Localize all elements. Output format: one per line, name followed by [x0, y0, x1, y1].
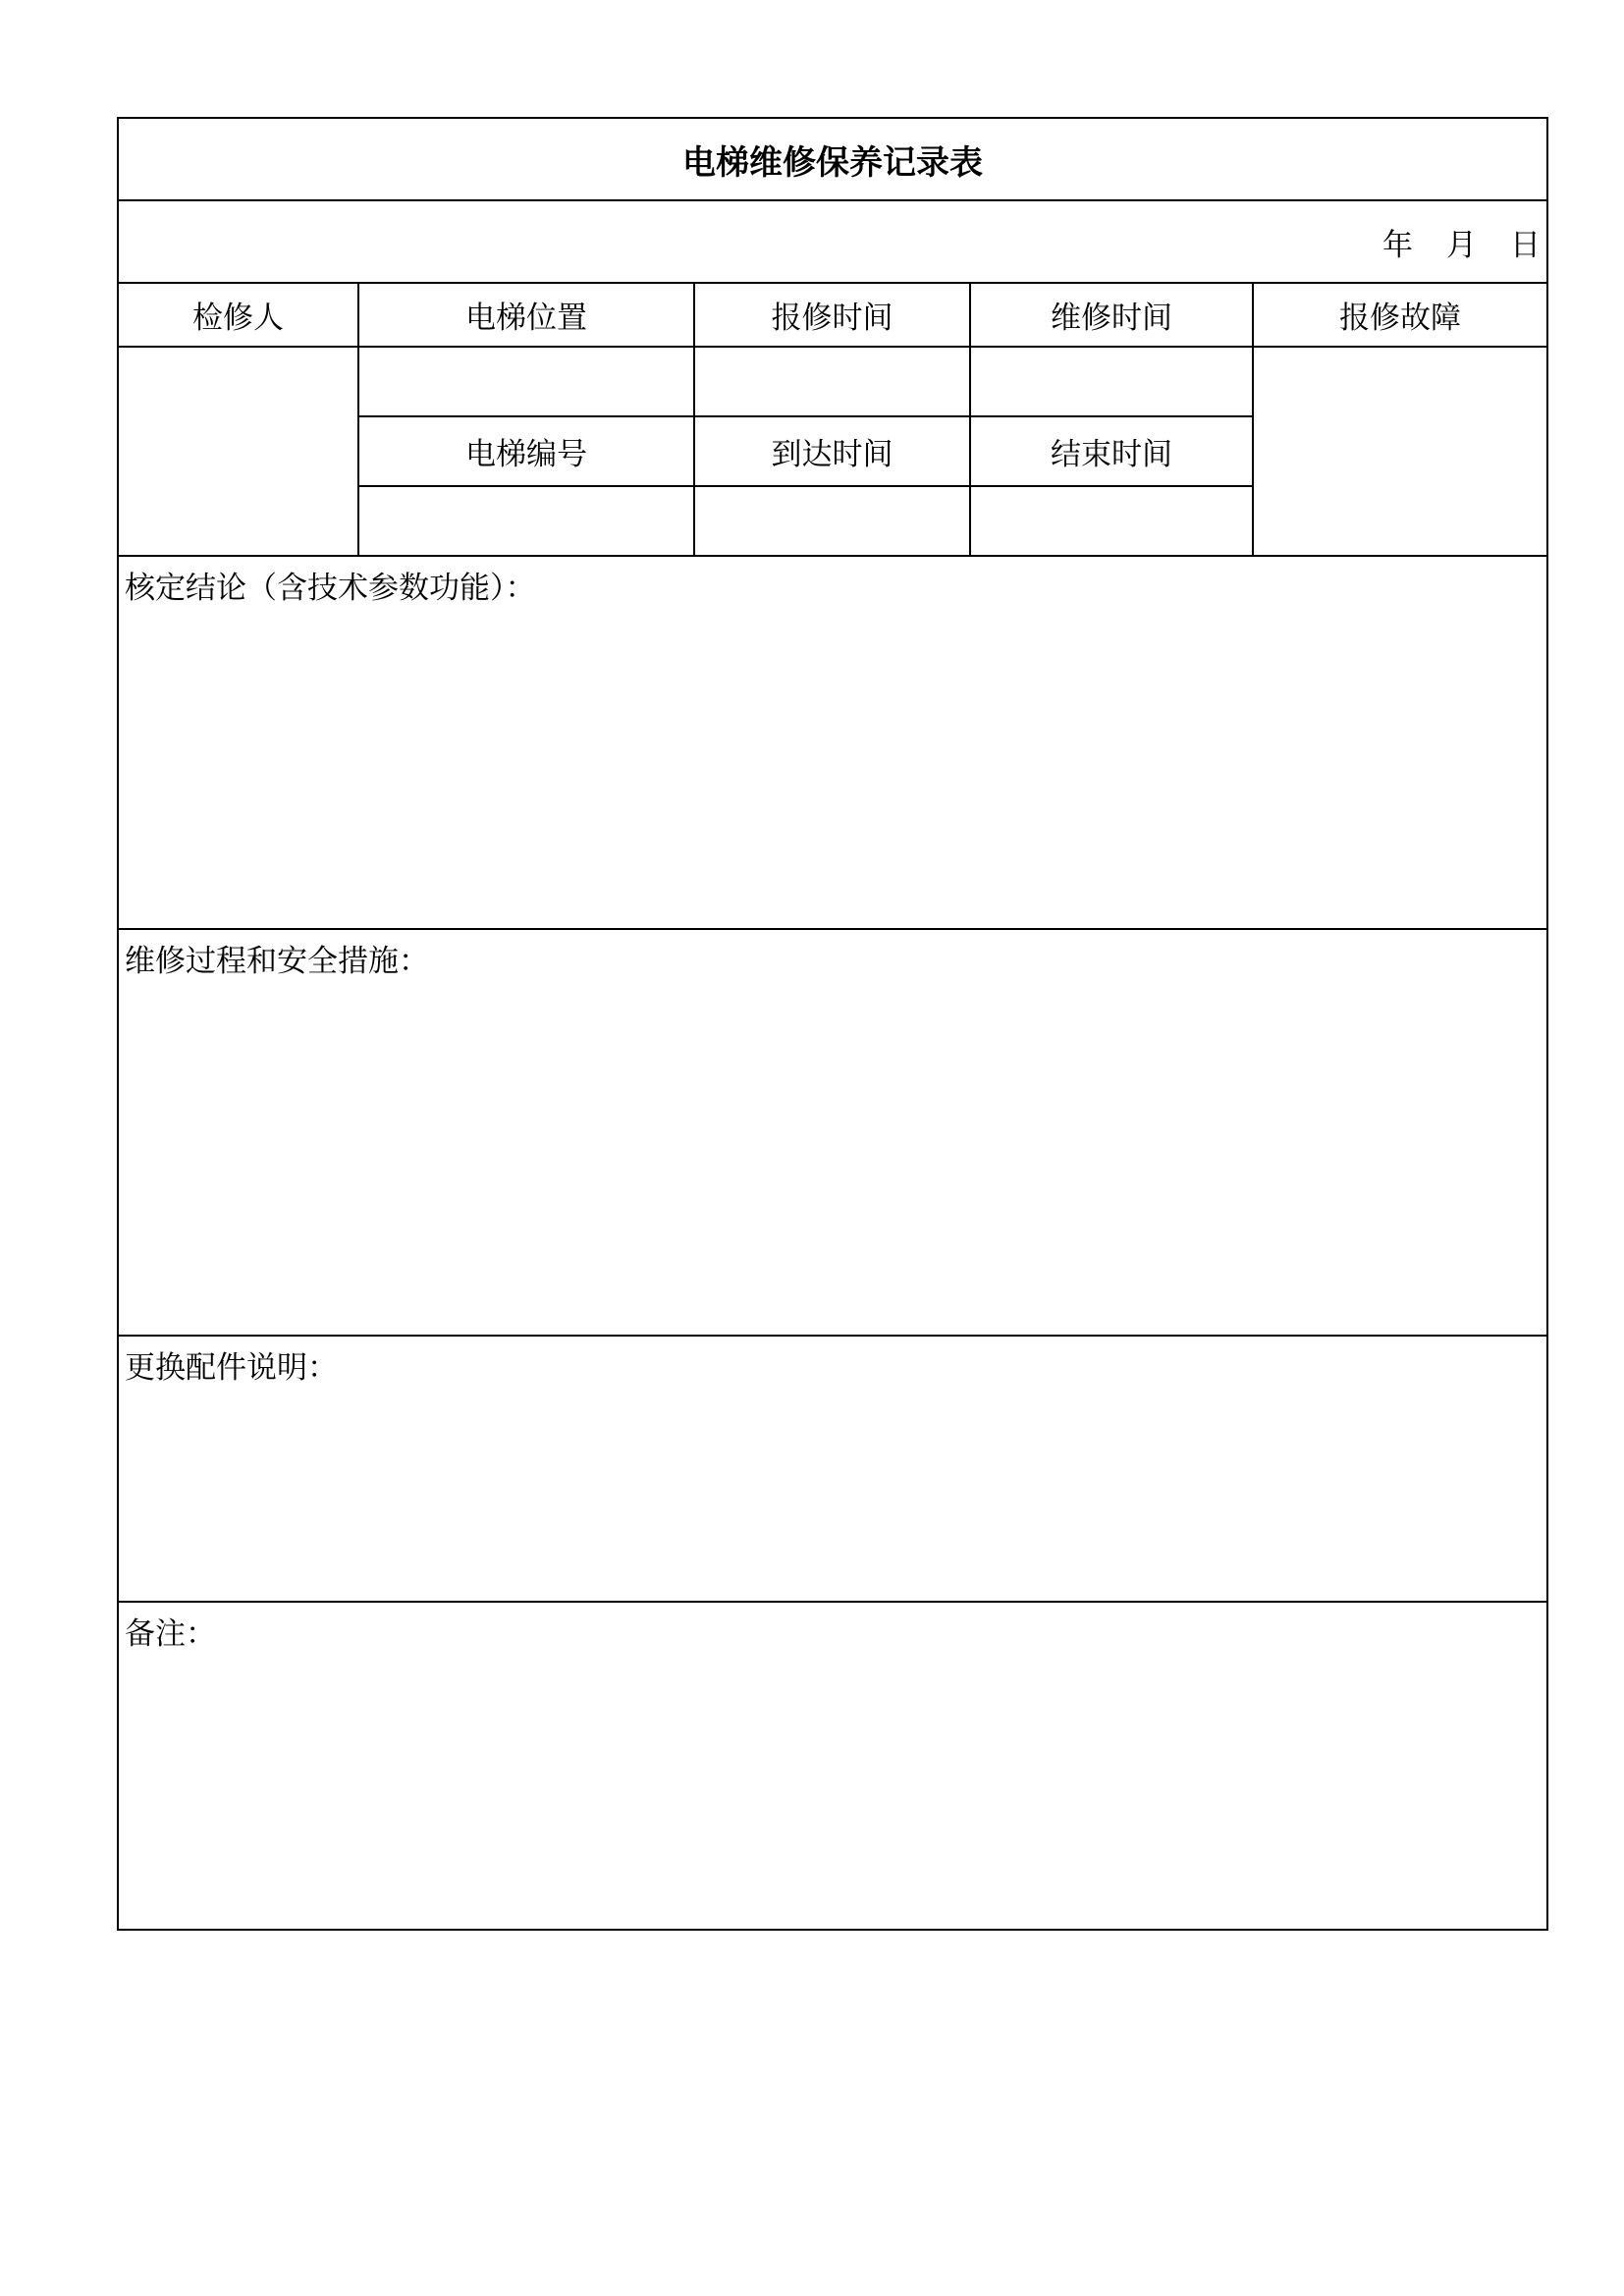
end-time-value-cell[interactable]: [970, 486, 1253, 556]
elevator-number-value-cell[interactable]: [358, 486, 694, 556]
inspector-value-cell[interactable]: [118, 347, 358, 556]
remarks-label: 备注：: [125, 1616, 216, 1652]
repair-time-header: 维修时间: [970, 283, 1253, 347]
process-safety-section[interactable]: [118, 929, 1547, 1336]
reported-fault-header: 报修故障: [1253, 283, 1547, 347]
day-label: 日: [1510, 227, 1542, 263]
elevator-location-value-cell[interactable]: [358, 347, 694, 416]
process-safety-label: 维修过程和安全措施：: [125, 944, 429, 979]
elevator-maintenance-form: [117, 117, 1548, 1931]
reported-fault-value-cell[interactable]: [1253, 347, 1547, 556]
conclusion-label: 核定结论（含技术参数功能）：: [125, 571, 536, 606]
elevator-number-header: 电梯编号: [358, 416, 694, 486]
report-time-header: 报修时间: [694, 283, 970, 347]
form-title: 电梯维修保养记录表: [118, 118, 1547, 200]
month-label: 月: [1446, 227, 1478, 263]
elevator-location-header: 电梯位置: [358, 283, 694, 347]
report-time-value-cell[interactable]: [694, 347, 970, 416]
date-row: [118, 200, 1547, 283]
repair-time-value-cell[interactable]: [970, 347, 1253, 416]
remarks-section[interactable]: [118, 1602, 1547, 1930]
inspector-header: 检修人: [118, 283, 358, 347]
conclusion-section[interactable]: [118, 556, 1547, 929]
arrival-time-header: 到达时间: [694, 416, 970, 486]
arrival-time-value-cell[interactable]: [694, 486, 970, 556]
parts-replacement-label: 更换配件说明：: [125, 1350, 338, 1386]
year-label: 年: [1382, 227, 1414, 263]
parts-replacement-section[interactable]: [118, 1336, 1547, 1602]
end-time-header: 结束时间: [970, 416, 1253, 486]
